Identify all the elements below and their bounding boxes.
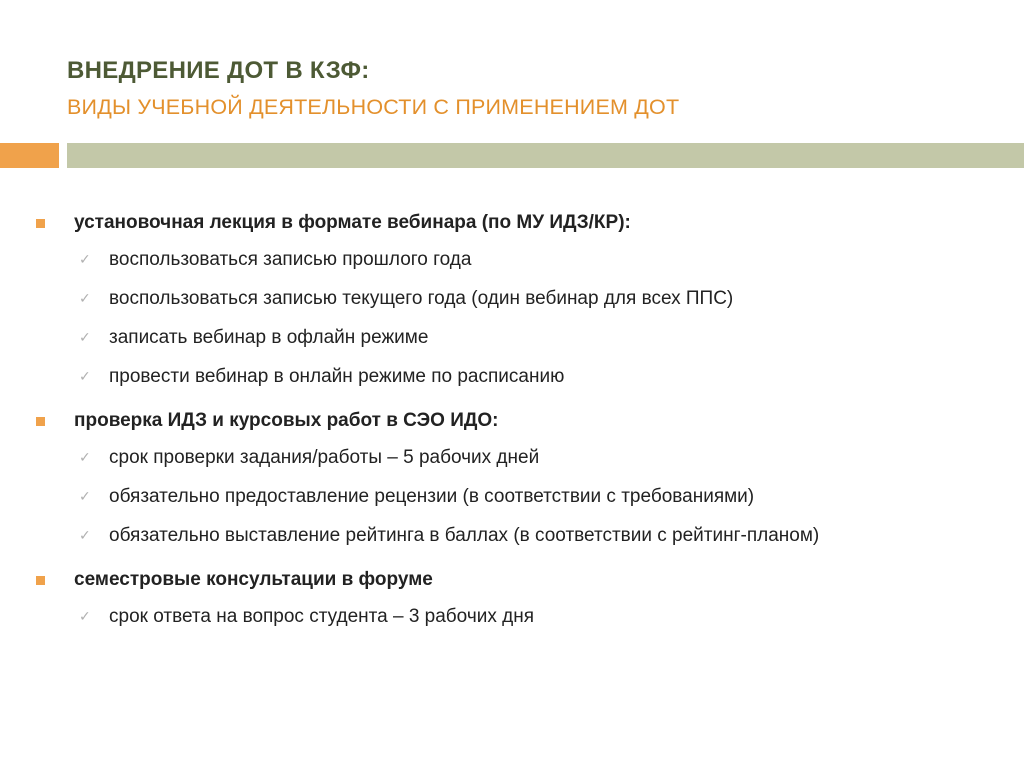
checkmark-icon: ✓ [79,449,91,465]
list-item-text: записать вебинар в офлайн режиме [109,326,429,348]
orange-square-bullet-icon [36,417,45,426]
list-item [36,597,1004,636]
checkmark-icon: ✓ [79,488,91,504]
list-item [36,279,1004,318]
checkmark-icon: ✓ [79,290,91,306]
section-consultations [36,563,1004,636]
section-heading-text: проверка ИДЗ и курсовых работ в СЭО ИДО: [74,410,499,431]
checkmark-icon: ✓ [79,368,91,384]
orange-square-bullet-icon [36,576,45,585]
section-heading [36,404,1004,438]
bullet-list [36,206,1004,644]
checkmark-icon: ✓ [79,608,91,624]
section-heading-text: семестровые консультации в форуме [74,569,433,590]
list-item-text: воспользоваться записью прошлого года [109,248,472,270]
section-heading [36,563,1004,597]
list-item [36,240,1004,279]
list-item-text: воспользоваться записью текущего года (один вебинар для всех ППС) [109,287,734,309]
list-item-text: срок ответа на вопрос студента – 3 рабочих дня [109,605,534,627]
list-item-text: обязательно предоставление рецензии (в соответствии с требованиями) [109,485,755,507]
slide-title: ВНЕДРЕНИЕ ДОТ В КЗФ: [67,57,370,84]
section-heading-text: установочная лекция в формате вебинара (по МУ ИДЗ/КР): [74,212,631,233]
section-review [36,404,1004,555]
orange-square-bullet-icon [36,219,45,228]
section-heading [36,206,1004,240]
list-item [36,318,1004,357]
list-item-text: провести вебинар в онлайн режиме по расписанию [109,365,565,387]
list-item [36,438,1004,477]
checkmark-icon: ✓ [79,251,91,267]
accent-bar [0,143,59,168]
list-item [36,357,1004,396]
list-item-text: обязательно выставление рейтинга в баллах (в соответствии с рейтинг-планом) [109,524,820,546]
list-item [36,477,1004,516]
slide-subtitle: ВИДЫ УЧЕБНОЙ ДЕЯТЕЛЬНОСТИ С ПРИМЕНЕНИЕМ ДОТ [67,95,680,119]
divider-bar [67,143,1024,168]
section-webinar [36,206,1004,396]
list-item-text: срок проверки задания/работы – 5 рабочих дней [109,446,540,468]
list-item [36,516,1004,555]
checkmark-icon: ✓ [79,329,91,345]
checkmark-icon: ✓ [79,527,91,543]
